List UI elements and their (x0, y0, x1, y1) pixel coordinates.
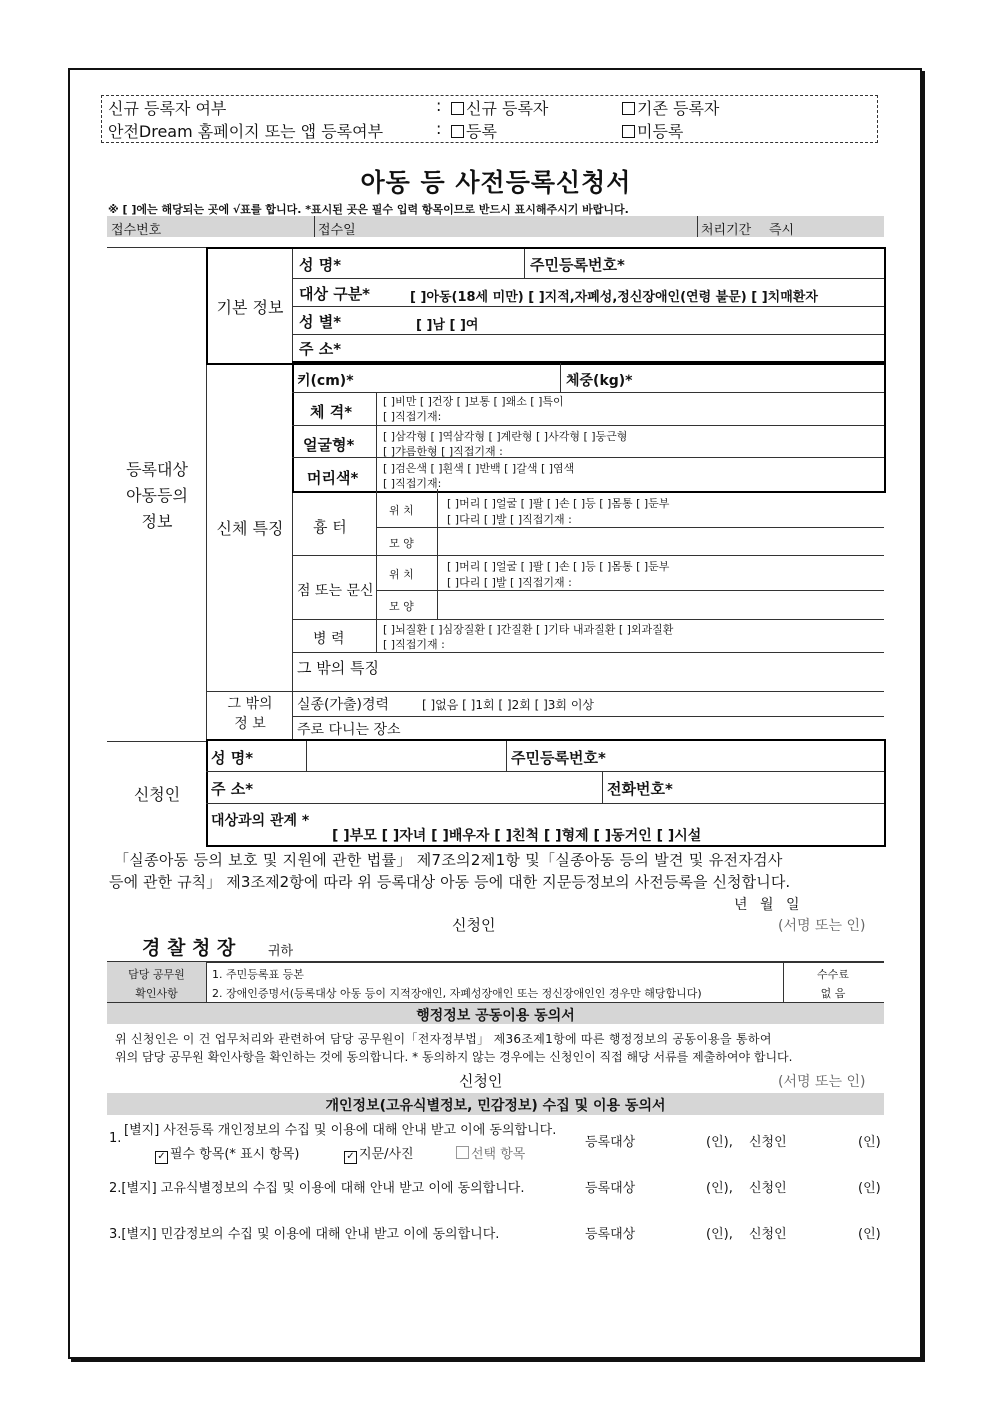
body-type-options[interactable]: [ ]비만 [ ]건장 [ ]보통 [ ]왜소 [ ]특이 (383, 395, 564, 408)
option-label: 필수 항목(* 표시 항목) (170, 1147, 300, 1162)
option-label: 미등록 (637, 122, 684, 141)
optional-items-option[interactable] (456, 1143, 525, 1162)
medical-history-options[interactable]: [ ]뇌질환 [ ]심장질환 [ ]간질환 [ ]기타 내과질환 [ ]외과질환 (383, 623, 674, 636)
recipient-honorific: 귀하 (268, 944, 294, 959)
unregistered-option[interactable] (622, 119, 683, 142)
declaration-line-1: 「실종아동 등의 보호 및 지원에 관한 법률」 제7조의2제1항 및「실종아동 등의 발견 및 유전자검사 (114, 851, 783, 869)
relation-options[interactable]: [ ]부모 [ ]자녀 [ ]배우자 [ ]친척 [ ]형제 [ ]동거인 [ ]시설 (332, 828, 702, 844)
mole-tattoo-label: 점 또는 문신 (297, 583, 374, 599)
target-section-label: 등록대상 아동등의 정보 (126, 460, 188, 531)
hair-color-label: 머리색* (307, 469, 359, 487)
app-registration-label: 안전Dream 홈페이지 또는 앱 등록여부 (108, 122, 384, 141)
missing-history-label: 실종(가출)경력 (297, 697, 390, 713)
receipt-bar (107, 216, 884, 237)
face-shape-custom[interactable]: [ ]갸름한형 [ ]직접기재 : (383, 445, 503, 458)
privacy-item-1: [별지] 사전등록 개인정보의 수집 및 이용에 대해 안내 받고 이에 동의합니다. (124, 1123, 557, 1138)
weight-label: 체중(kg)* (566, 373, 633, 389)
privacy-1-seal-2: (인) (858, 1135, 881, 1150)
option-label: 신규 등록자 (466, 99, 549, 118)
checkbox-icon[interactable] (451, 125, 464, 138)
admin-consent-title: 행정정보 공동이용 동의서 (416, 1008, 575, 1024)
scar-position-custom[interactable]: [ ]다리 [ ]발 [ ]직접기재 : (447, 513, 572, 526)
option-label: 등록 (466, 122, 497, 141)
application-date: 년 월 일 (734, 897, 804, 913)
target-sex-options[interactable]: [ ]남 [ ]여 (416, 318, 479, 333)
mole-position-label: 위 치 (389, 568, 414, 581)
mole-position-custom[interactable]: [ ]다리 [ ]발 [ ]직접기재 : (447, 576, 572, 589)
checkbox-icon[interactable] (622, 102, 635, 115)
face-shape-options[interactable]: [ ]삼각형 [ ]역삼각형 [ ]계란형 [ ]사각형 [ ]둥근형 (383, 430, 628, 443)
applicant-section-label: 신청인 (133, 785, 181, 804)
declaration-applicant-label: 신청인 (452, 916, 496, 934)
applicant-phone-label: 전화번호* (607, 780, 673, 798)
verify-label-1: 담당 공무원 (128, 968, 185, 981)
hair-color-options[interactable]: [ ]검은색 [ ]흰색 [ ]반백 [ ]갈색 [ ]염색 (383, 462, 575, 475)
notice-text: ※ [ ]에는 해당되는 곳에 √표를 합니다. *표시된 곳은 필수 입력 항목이므로 반드시 표시해주시기 바랍니다. (108, 203, 629, 216)
height-label: 키(cm)* (297, 373, 354, 389)
privacy-item-3: 3.[별지] 민감정보의 수집 및 이용에 대해 안내 받고 이에 동의합니다. (109, 1227, 500, 1242)
target-name-label: 성 명* (299, 256, 342, 274)
checkbox-icon[interactable] (451, 102, 464, 115)
existing-registrant-option[interactable] (622, 96, 719, 119)
privacy-2-applicant: 신청인 (749, 1181, 787, 1196)
verify-item-2: 2. 장애인증명서(등록대상 아동 등이 지적장애인, 자폐성장애인 또는 정신장애인인 경우만 해당합니다) (212, 987, 702, 1000)
admin-consent-line-1: 위 신청인은 이 건 업무처리와 관련하여 담당 공무원이「전자정부법」 제36조제1항에 따른 행정정보의 공동이용을 통하여 (115, 1032, 772, 1046)
option-label: 지문/사진 (359, 1147, 414, 1162)
verify-item-1: 1. 주민등록표 등본 (212, 968, 304, 981)
applicant-rrn-label: 주민등록번호* (511, 749, 606, 767)
verify-label-2: 확인사항 (135, 987, 178, 1000)
registered-option[interactable] (451, 119, 497, 142)
privacy-1-seal: (인), (706, 1135, 733, 1150)
scar-position-label: 위 치 (389, 504, 414, 517)
privacy-item-2: 2.[별지] 고유식별정보의 수집 및 이용에 대해 안내 받고 이에 동의합니다. (109, 1181, 525, 1196)
fee-label: 수수료 (817, 968, 849, 981)
privacy-1-target: 등록대상 (585, 1135, 636, 1150)
privacy-3-target: 등록대상 (585, 1227, 636, 1242)
other-features-label: 그 밖의 특징 (297, 659, 379, 677)
medical-history-custom[interactable]: [ ]직접기재 : (383, 638, 445, 651)
checkbox-icon[interactable] (622, 125, 635, 138)
required-items-option[interactable] (155, 1143, 300, 1164)
signature-placeholder: (서명 또는 인) (778, 918, 866, 934)
option-label: 선택 항목 (471, 1147, 526, 1162)
admin-consent-line-2: 위의 담당 공무원 확인사항을 확인하는 것에 동의합니다. * 동의하지 않는 경우에는 신청인이 직접 해당 서류를 제출하여야 합니다. (115, 1050, 793, 1064)
page-title: 아동 등 사전등록신청서 (360, 168, 632, 197)
option-label: 기존 등록자 (637, 99, 720, 118)
scar-position-options[interactable]: [ ]머리 [ ]얼굴 [ ]팔 [ ]손 [ ]등 [ ]몸통 [ ]둔부 (447, 497, 670, 510)
processing-period-label: 처리기간 (701, 223, 752, 238)
new-registrant-label: 신규 등록자 여부 (108, 99, 227, 118)
privacy-consent-title: 개인정보(고유식별정보, 민감정보) 수집 및 이용 동의서 (325, 1098, 666, 1114)
body-type-custom[interactable]: [ ]직접기재: (383, 410, 442, 423)
fee-value: 없 음 (820, 987, 846, 1000)
mole-shape-label: 모 양 (389, 600, 414, 613)
receipt-number-label: 접수번호 (111, 223, 162, 238)
privacy-3-seal: (인), (706, 1227, 733, 1242)
target-sex-label: 성 별* (299, 313, 342, 331)
admin-consent-signature: (서명 또는 인) (778, 1074, 866, 1090)
declaration-line-2: 등에 관한 규칙」 제3조제2항에 따라 위 등록대상 아동 등에 대한 지문등정보의 사전등록을 신청합니다. (109, 873, 791, 891)
missing-history-options[interactable]: [ ]없음 [ ]1회 [ ]2회 [ ]3회 이상 (422, 698, 595, 712)
privacy-2-seal: (인), (706, 1181, 733, 1196)
colon: : (436, 96, 442, 115)
medical-history-label: 병 력 (313, 631, 345, 647)
target-type-options[interactable]: [ ]아동(18세 미만) [ ]지적,자폐성,정신장애인(연령 불문) [ ]치매환자 (410, 290, 818, 305)
checkbox-icon[interactable] (456, 1146, 469, 1159)
relation-label: 대상과의 관계 * (211, 813, 310, 829)
frequent-places-label: 주로 다니는 장소 (297, 722, 401, 738)
applicant-address-label: 주 소* (211, 780, 254, 798)
mole-position-options[interactable]: [ ]머리 [ ]얼굴 [ ]팔 [ ]손 [ ]등 [ ]몸통 [ ]둔부 (447, 560, 670, 573)
hair-color-custom[interactable]: [ ]직접기재: (383, 477, 442, 490)
privacy-1-applicant: 신청인 (749, 1135, 787, 1150)
physical-features-header: 신체 특징 (216, 519, 284, 538)
admin-consent-applicant: 신청인 (459, 1072, 503, 1090)
receipt-date-label: 접수일 (318, 223, 356, 238)
privacy-3-applicant: 신청인 (749, 1227, 787, 1242)
scar-shape-label: 모 양 (389, 537, 414, 550)
body-type-label: 체 격* (310, 403, 353, 421)
privacy-3-seal-2: (인) (858, 1227, 881, 1242)
processing-period-value: 즉시 (769, 223, 795, 238)
target-address-label: 주 소* (299, 340, 342, 358)
checked-box-icon[interactable]: ✓ (155, 1151, 168, 1164)
colon: : (436, 119, 442, 138)
privacy-item-1-number: 1. (109, 1131, 122, 1146)
applicant-name-label: 성 명* (211, 749, 254, 767)
other-info-header: 그 밖의 정 보 (227, 696, 273, 732)
privacy-2-seal-2: (인) (858, 1181, 881, 1196)
scar-label: 흉 터 (313, 518, 347, 536)
target-rrn-label: 주민등록번호* (530, 256, 625, 274)
target-type-label: 대상 구분* (299, 285, 371, 303)
face-shape-label: 얼굴형* (303, 436, 355, 454)
checked-box-icon[interactable]: ✓ (344, 1151, 357, 1164)
fingerprint-photo-option[interactable] (344, 1143, 414, 1164)
recipient-label: 경 찰 청 장 (142, 937, 236, 959)
privacy-2-target: 등록대상 (585, 1181, 636, 1196)
basic-info-header: 기본 정보 (216, 298, 284, 317)
new-registrant-option[interactable] (451, 96, 548, 119)
